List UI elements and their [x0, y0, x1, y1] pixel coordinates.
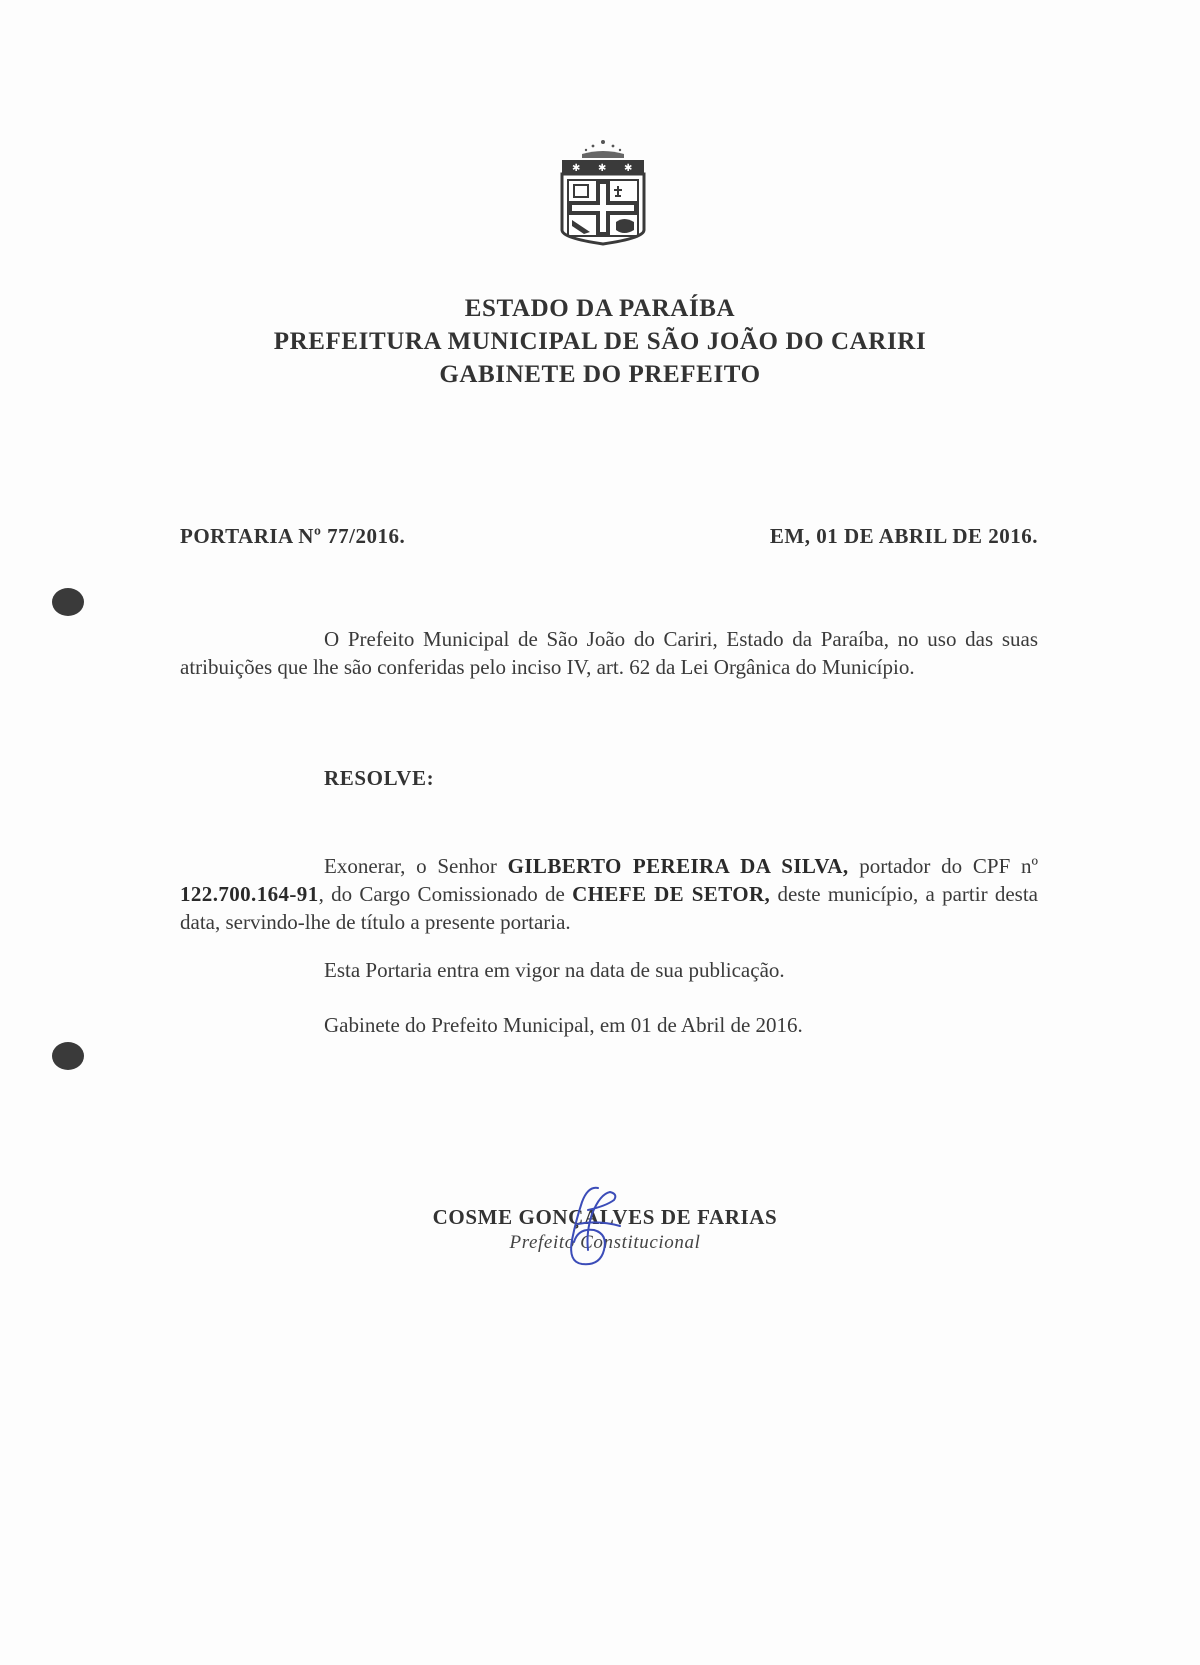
person-name: GILBERTO PEREIRA DA SILVA, [507, 854, 849, 878]
coat-of-arms-icon [560, 138, 646, 250]
document-date: EM, 01 DE ABRIL DE 2016. [769, 524, 1038, 548]
effective-clause: Esta Portaria entra em vigor na data de sua publicação. [324, 958, 785, 982]
signer-name: COSME GONÇALVES DE FARIAS [432, 1205, 778, 1229]
position-title: CHEFE DE SETOR, [572, 882, 771, 906]
exoneration-text: portador do CPF nº [848, 854, 1038, 878]
letterhead [0, 292, 1200, 391]
cpf-number: 122.700.164-91 [180, 882, 319, 906]
portaria-number: PORTARIA Nº 77/2016. [180, 524, 406, 548]
svg-text:✱: ✱ [572, 163, 581, 174]
punch-hole [52, 1042, 84, 1070]
municipality-name: PREFEITURA MUNICIPAL DE SÃO JOÃO DO CARIRI [273, 328, 927, 355]
exoneration-text: , do Cargo Comissionado de [318, 882, 573, 906]
svg-text:✱: ✱ [624, 163, 633, 174]
svg-text:✱: ✱ [598, 163, 607, 174]
intro-paragraph: O Prefeito Municipal de São João do Cariri, Estado da Paraíba, no uso das suas atribuições que lhe são conferidas pelo inciso IV, art. 62 da Lei Orgânica do Município. [180, 627, 1038, 679]
exoneration-text: deste município, a partir desta data, servindo-lhe de título a presente portaria. [180, 882, 1038, 934]
exoneration-text: Exonerar, o Senhor [324, 854, 508, 878]
handwritten-signature-icon [548, 1180, 638, 1270]
exoneration-paragraph [180, 852, 1038, 936]
office-name: GABINETE DO PREFEITO [439, 361, 761, 388]
signer-title: Prefeito Constitucional [509, 1232, 701, 1253]
resolve-heading: RESOLVE: [324, 766, 435, 790]
closing-line: Gabinete do Prefeito Municipal, em 01 de Abril de 2016. [324, 1013, 803, 1037]
punch-hole [52, 588, 84, 616]
state-name: ESTADO DA PARAÍBA [464, 295, 736, 322]
